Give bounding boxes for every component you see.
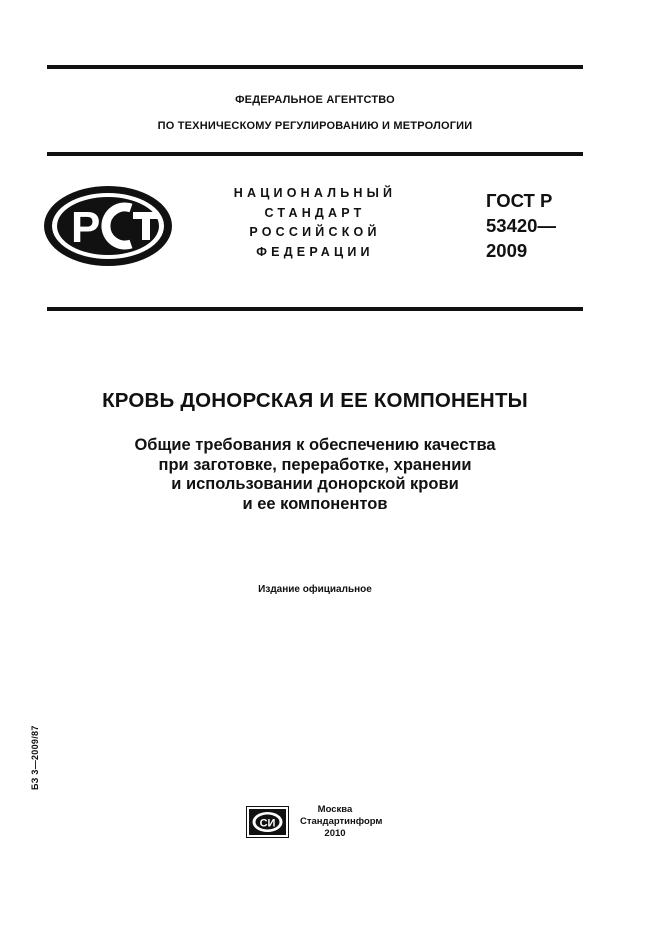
national-standard-line-1: НАЦИОНАЛЬНЫЙ <box>233 186 397 200</box>
national-standard-line-2: СТАНДАРТ <box>264 205 366 220</box>
rst-logo-icon <box>41 184 175 268</box>
publisher-name: Стандартинформ <box>300 816 383 827</box>
standard-designation <box>486 188 556 263</box>
publisher-year: 2010 <box>324 828 346 839</box>
logo-letter-p: Р <box>71 203 101 252</box>
document-title: КРОВЬ ДОНОРСКАЯ И ЕЕ КОМПОНЕНТЫ <box>102 389 528 412</box>
national-standard-block <box>210 184 420 262</box>
designation-line-2: 53420— <box>486 215 556 236</box>
agency-line-2: ПО ТЕХНИЧЕСКОМУ РЕГУЛИРОВАНИЮ И МЕТРОЛОГИИ <box>157 120 473 132</box>
document-subtitle <box>47 436 583 514</box>
subtitle-line-3: и использовании донорской крови <box>171 475 459 493</box>
designation-line-1: ГОСТ Р <box>486 190 553 211</box>
publisher-city: Москва <box>317 804 353 815</box>
edition-label: Издание официальное <box>258 584 372 595</box>
national-standard-line-4: ФЕДЕРАЦИИ <box>256 244 374 259</box>
publisher-imprint <box>300 804 383 840</box>
subtitle-line-2: при заготовке, переработке, хранении <box>158 455 472 474</box>
national-standard-line-3: РОССИЙСКОЙ <box>249 225 381 239</box>
subtitle-line-4: и ее компонентов <box>242 494 388 513</box>
subtitle-line-1: Общие требования к обеспечению качества <box>134 436 496 454</box>
designation-line-3: 2009 <box>486 240 528 261</box>
publisher-logo-letters: СИ <box>259 817 276 830</box>
agency-line-1: ФЕДЕРАЛЬНОЕ АГЕНТСТВО <box>235 94 395 106</box>
header-rule <box>47 152 583 156</box>
publisher-logo-icon <box>246 806 289 838</box>
middle-rule <box>47 307 583 311</box>
side-code: БЗ 3—2009/87 <box>30 725 40 790</box>
top-rule <box>47 65 583 69</box>
